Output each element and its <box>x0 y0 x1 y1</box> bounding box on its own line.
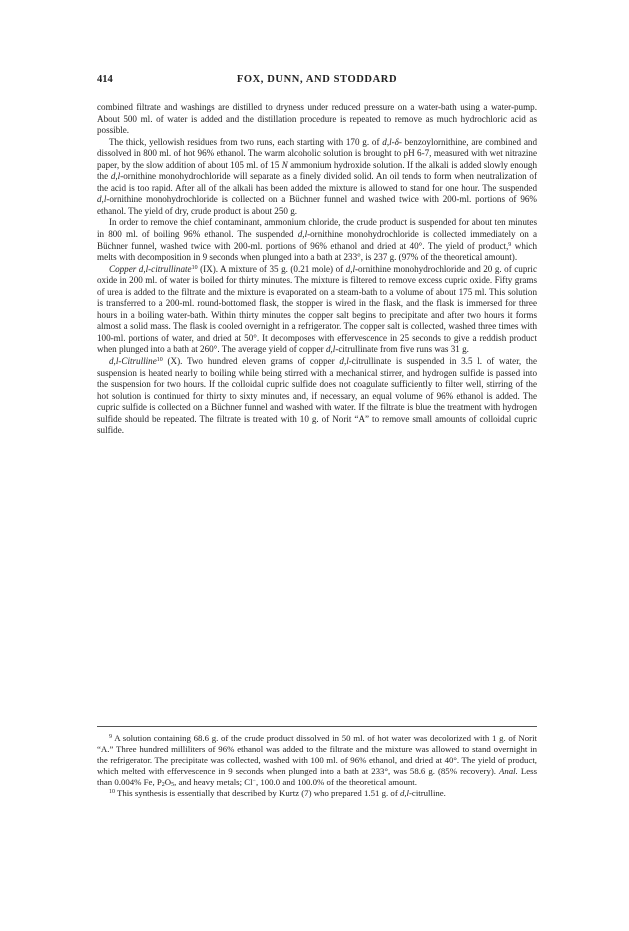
text-run: A solution containing 68.6 g. of the crude product dissolved in 50 ml. of hot water was decolorized with 1 g. of Norit “A.” Three hundred milliliters of 96% ethanol was added to the filtrate and the mixture was allowed to stand overnight in the refrigerator. The precipitate was collected, washed with 100 ml. of 96% ethanol, and dried at 40°. The yield of product, which melted with effervescence in 9 seconds when plunged into a bath at 233°, was 58.6 g. (85% recovery). <box>97 733 537 777</box>
text-run: which melts with decomposition in 9 seconds when plunged into a bath at 233°, is 237 g. (97% of the theoretical amount). <box>97 240 537 263</box>
subscript: 5 <box>171 782 175 789</box>
text-run: (X). Two hundred eleven grams of copper <box>162 356 340 367</box>
text-run: benzoylornithine, are combined and dissolved in 800 ml. of hot 96% ethanol. The warm alcoholic solution is brought to pH 6-7, measured with wet nitrazine paper, by the slow addition of about 105 ml. of 15 <box>97 136 538 170</box>
section-run-in-heading: d,l-Citrulline <box>109 356 157 367</box>
italic-run: d,l <box>110 171 121 182</box>
body-text <box>97 102 537 437</box>
footnote-number: 10 <box>109 789 115 796</box>
footnote-9 <box>97 733 537 788</box>
page-header <box>97 74 537 88</box>
paragraph-residues <box>97 137 537 218</box>
text-run: , and heavy metals; Cl <box>174 777 253 788</box>
paragraph-purification <box>97 217 537 263</box>
text-run: O <box>164 777 172 788</box>
italic-run: d,l <box>345 263 356 274</box>
text-run: (IX). A mixture of 35 g. (0.21 mole) of <box>197 263 346 274</box>
running-head: FOX, DUNN, AND STODDARD <box>236 74 398 85</box>
footnote-ref-10: 10 <box>156 357 163 364</box>
text-run: Less than 0.004% Fe, P <box>97 766 538 788</box>
section-run-in-heading: Copper d,l-citrullinate <box>109 263 192 274</box>
text-run: ammonium hydroxide solution. If the alkali is added slowly enough the <box>97 159 537 182</box>
italic-run: d,l-δ- <box>382 136 402 147</box>
subscript: 2 <box>161 782 165 789</box>
text-run: In order to remove the chief contaminant, ammonium chloride, the crude product is suspended for about ten minutes in 800 ml. of boiling 96% ethanol. The suspended <box>97 217 537 240</box>
page-number: 414 <box>97 74 113 85</box>
text-run: This synthesis is essentially that described by Kurtz (7) who prepared 1.51 g. of <box>115 788 400 799</box>
footnotes <box>97 733 537 799</box>
superscript: − <box>252 778 256 785</box>
text-run: -ornithine monohydrochloride and 20 g. of cupric oxide in 200 ml. of water is boiled for thirty minutes. The mixture is filtered to remove excess cupric oxide. Fifty grams of urea is added to the filtrate and the mixture is evaporated on a steam-bath to a volume of about 175 ml. This solution is transferred to a 200-ml. round-bottomed flask, the stopper is wired in the flask, and the flask is immersed for three hours in a boiling water-bath. Within thirty minutes the copper salt begins to precipitate and after two hours it forms almost a solid mass. The flask is cooled overnight in a refrigerator. The copper salt is collected, washed three times with 100-ml. portions of water, and dried at 50°. It decomposes with effervescence in 25 seconds to give a reddish product when plunged into a bath at 260°. The average yield of copper <box>97 263 537 355</box>
paragraph-copper-citrullinate <box>97 264 537 356</box>
italic-run: d,l <box>297 229 308 240</box>
footnote-ref-10: 10 <box>191 264 198 271</box>
italic-run: d,l <box>325 344 336 355</box>
italic-run: d,l <box>339 356 349 367</box>
footnote-number: 9 <box>109 734 112 740</box>
text-run: -citrulline. <box>409 788 446 799</box>
text-run: -ornithine monohydrochloride is collected immediately on a Büchner funnel, washed twice with 200-ml. portions of 96% ethanol and dried at 40°. The yield of product, <box>97 229 537 251</box>
italic-run: N <box>281 159 288 170</box>
paragraph-filtrate <box>97 102 537 137</box>
footnote-10 <box>97 788 537 799</box>
text-run: -ornithine monohydrochloride is collected on a Büchner funnel and washed twice with 200-ml. portions of 96% ethanol. The yield of dry, crude product is about 250 g. <box>97 194 537 216</box>
paragraph-citrulline <box>97 356 537 437</box>
text-run: , 100.0 and 100.0% of the theoretical amount. <box>255 777 417 788</box>
italic-run: Anal. <box>499 766 518 777</box>
italic-run: d,l <box>97 194 107 205</box>
footnote-divider <box>97 726 537 727</box>
footnote-ref-9: 9 <box>508 241 512 248</box>
italic-run: d,l <box>399 788 409 799</box>
paragraph-text: combined filtrate and washings are distilled to dryness under reduced pressure on a water-bath using a water-pump. About 500 ml. of water is added and the distillation procedure is repeated to remove as much hydrochloric acid as possible. <box>97 102 537 136</box>
text-run: -ornithine monohydrochloride will separate as a finely divided solid. An oil tends to form when neutralization of the acid is too rapid. After all of the alkali has been added the mixture is allowed to stand for one hour. The suspended <box>97 171 538 193</box>
text-run: -citrullinate is suspended in 3.5 l. of water, the suspension is heated nearly to boiling while being stirred with a mechanical stirrer, and hydrogen sulfide is passed into the suspension for two hours. If the colloidal cupric sulfide does not coagulate sufficiently to filter well, stirring of the hot solution is continued for thirty to sixty minutes and, if necessary, an equal volume of 96% ethanol is added. The cupric sulfide is collected on a Büchner funnel and washed with water. If the filtrate is blue the treatment with hydrogen sulfide should be repeated. The filtrate is treated with 10 g. of Norit “A” to remove small amounts of colloidal cupric sulfide. <box>97 356 537 436</box>
text-run: -citrullinate from five runs was 31 g. <box>335 344 469 355</box>
text-run: The thick, yellowish residues from two runs, each starting with 170 g. of <box>109 136 383 147</box>
